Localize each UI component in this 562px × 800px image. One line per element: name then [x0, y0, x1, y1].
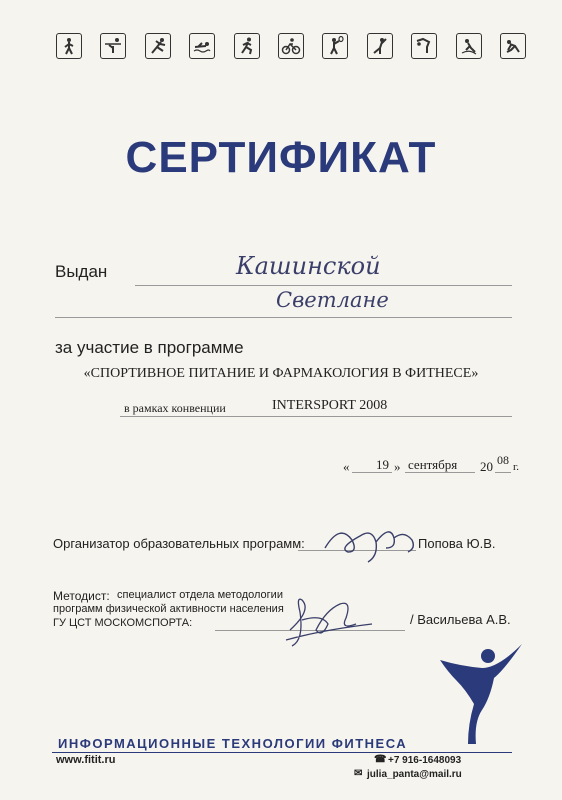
diving-icon [411, 33, 437, 59]
running-icon [234, 33, 260, 59]
methodist-desc-line3: ГУ ЦСТ МОСКОМСПОРТА: [53, 617, 193, 629]
methodist-name: / Васильева А.В. [410, 612, 511, 627]
methodist-label: Методист: [53, 589, 110, 603]
company-url[interactable]: www.fitit.ru [56, 754, 116, 766]
date-year-unit: г. [513, 461, 520, 473]
convention-label: в рамках конвенции [124, 401, 226, 415]
convention-name: INTERSPORT 2008 [272, 398, 388, 413]
date-month: сентября [408, 457, 458, 472]
email-address[interactable]: julia_panta@mail.ru [367, 769, 462, 780]
phone-number: +7 916-1648093 [388, 755, 462, 766]
footer-divider [52, 752, 512, 753]
methodist-desc-line2: программ физической активности населения [53, 603, 284, 615]
volleyball-icon [100, 33, 126, 59]
walking-icon [56, 33, 82, 59]
dancer-logo-icon [430, 638, 530, 748]
convention-line [120, 416, 512, 417]
date-quote-close: » [394, 459, 401, 474]
methodist-desc-line1: специалист отдела методологии [117, 589, 283, 601]
organizer-name: Попова Ю.В. [418, 536, 496, 551]
email-icon: ✉ [354, 768, 363, 779]
organizer-signature [320, 518, 430, 568]
recipient-line-2 [55, 317, 512, 318]
sport-icons-row [56, 33, 526, 63]
date-year-suffix: 08 [497, 453, 509, 467]
date-year-prefix: 20 [480, 459, 493, 474]
date-month-line [405, 472, 475, 473]
date-day: 19 [376, 457, 389, 472]
recipient-line-1 [135, 285, 512, 286]
stretching-icon [367, 33, 393, 59]
certificate-title: СЕРТИФИКАТ [125, 133, 437, 182]
tennis-icon [322, 33, 348, 59]
methodist-signature [282, 590, 382, 650]
gymnastics-icon [145, 33, 171, 59]
phone-icon: ☎ [374, 754, 387, 765]
program-name: «СПОРТИВНОЕ ПИТАНИЕ И ФАРМАКОЛОГИЯ В ФИТНЕСЕ» [83, 366, 479, 381]
date-year-line [495, 472, 511, 473]
recipient-firstname: Светлане [276, 288, 389, 312]
cycling-icon [278, 33, 304, 59]
rhythmic-gymnastics-icon [456, 33, 482, 59]
company-name: ИНФОРМАЦИОННЫЕ ТЕХНОЛОГИИ ФИТНЕСА [58, 736, 408, 751]
participation-label: за участие в программе [55, 338, 244, 357]
sprint-start-icon [500, 33, 526, 59]
swimming-icon [189, 33, 215, 59]
date-day-line [352, 472, 392, 473]
date-quote-open: « [343, 459, 350, 474]
organizer-label: Организатор образовательных программ: [53, 536, 305, 551]
recipient-surname: Кашинской [236, 252, 381, 280]
issued-label: Выдан [55, 262, 108, 281]
